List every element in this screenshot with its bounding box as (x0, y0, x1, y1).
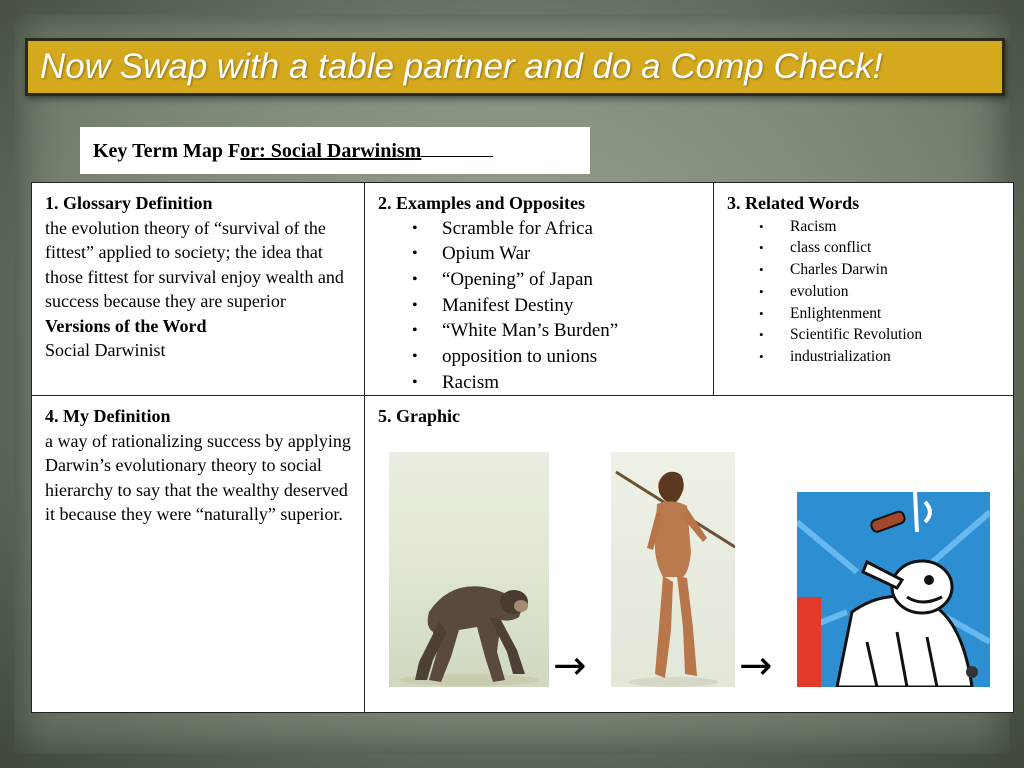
related-words-cell (713, 182, 1014, 396)
arrow-1: → (553, 643, 587, 689)
early-human-image (611, 452, 735, 687)
list-item: • Charles Darwin (727, 259, 1003, 281)
related-list (727, 216, 1003, 369)
ape-image (389, 452, 549, 687)
slide-title: Now Swap with a table partner and do a Comp Check! (40, 47, 883, 86)
list-item: • Enlightenment (727, 303, 1003, 325)
key-term-underline (421, 138, 493, 157)
list-item: • Scientific Revolution (727, 324, 1003, 346)
title-banner (25, 38, 1005, 96)
key-term-box (80, 127, 590, 174)
list-item: • Manifest Destiny (378, 293, 703, 319)
glossary-text: the evolution theory of “survival of the fittest” applied to society; the idea that those fittest for survival enjoy wealth and success because they are superior (45, 217, 344, 311)
list-item: • Opium War (378, 241, 703, 267)
ape-illustration (389, 452, 549, 687)
related-heading: 3. Related Words (727, 193, 860, 213)
tycoon-cartoon-image (797, 492, 990, 687)
examples-cell (364, 182, 714, 396)
list-item: • evolution (727, 281, 1003, 303)
my-definition-heading: 4. My Definition (45, 406, 171, 426)
arrow-2: → (739, 643, 773, 689)
list-item: • “White Man’s Burden” (378, 318, 703, 344)
versions-heading: Versions of the Word (45, 315, 207, 336)
list-item: • “Opening” of Japan (378, 267, 703, 293)
key-term-value: or: Social Darwinism (240, 140, 422, 162)
graphic-heading: 5. Graphic (378, 406, 461, 426)
examples-heading: 2. Examples and Opposites (378, 193, 586, 213)
list-item: • industrialization (727, 346, 1003, 368)
list-item: • opposition to unions (378, 344, 703, 370)
tycoon-illustration (797, 492, 990, 687)
my-definition-text: a way of rationalizing success by applying Darwin’s evolutionary theory to social hierarchy to say that the wealthy deserved it because they were “naturally” superior. (45, 430, 351, 524)
examples-list (378, 216, 703, 396)
list-item: • class conflict (727, 237, 1003, 259)
glossary-definition-cell (31, 182, 365, 396)
versions-text: Social Darwinist (45, 340, 166, 360)
my-definition-cell (31, 395, 365, 713)
early-human-illustration (611, 452, 735, 687)
list-item: • Racism (727, 216, 1003, 238)
key-term-prefix: Key Term Map F (93, 140, 241, 162)
key-term-title (93, 138, 493, 163)
list-item: • Scramble for Africa (378, 216, 703, 242)
glossary-heading: 1. Glossary Definition (45, 193, 213, 213)
list-item: • Racism (378, 370, 703, 396)
